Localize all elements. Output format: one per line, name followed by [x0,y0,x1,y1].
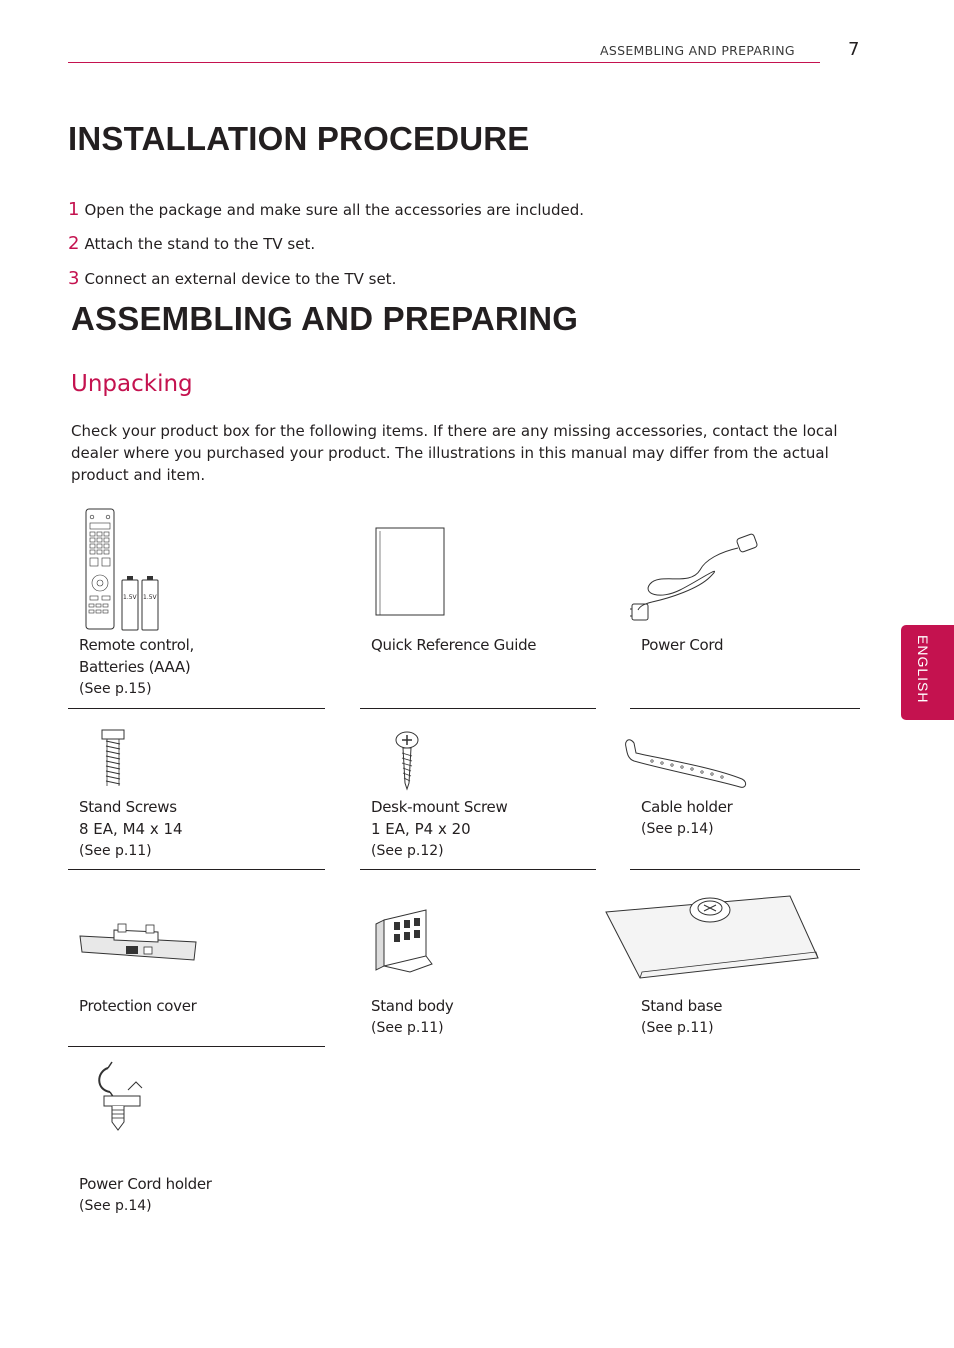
item-divider [68,1046,325,1047]
running-header: ASSEMBLING AND PREPARING [600,43,795,58]
installation-title: INSTALLATION PROCEDURE [68,120,530,157]
page-number: 7 [848,39,860,60]
item-divider [630,708,860,709]
item-page-ref: (See p.11) [371,1020,444,1036]
step-1 [68,199,584,220]
step-number: 3 [68,268,80,289]
item-remote-control [79,634,194,700]
step-text: Connect an external device to the TV set. [84,270,397,288]
item-spec: 1 EA, P4 x 20 [371,820,471,838]
step-number: 2 [68,233,80,254]
step-2 [68,233,315,254]
protection-cover-icon [78,920,200,964]
stand-screw-icon [100,729,128,789]
item-divider [360,708,596,709]
item-name: Stand base [641,997,723,1015]
item-divider [68,869,325,870]
item-name: Desk-mount Screw [371,798,508,816]
item-name: Batteries (AAA) [79,658,191,676]
language-tab [901,625,954,720]
step-3 [68,268,396,289]
step-text: Attach the stand to the TV set. [84,235,316,253]
item-name: Remote control, [79,636,194,654]
booklet-icon [374,527,446,617]
item-page-ref: (See p.12) [371,843,444,859]
item-stand-body [371,995,454,1039]
item-power-cord [641,634,723,656]
language-tab-label: ENGLISH [915,635,931,704]
battery-label: 1.5V [143,594,157,601]
item-divider [360,869,596,870]
item-name: Cable holder [641,798,733,816]
stand-body-icon [370,908,434,974]
item-name: Protection cover [79,997,197,1015]
header-rule [68,62,820,63]
item-name: Quick Reference Guide [371,636,537,654]
item-stand-screws [79,796,183,862]
unpacking-intro: Check your product box for the following items. If there are any missing accessories, contact the local dealer where you purchased your product. The illustrations in this manual may differ from the actual product and item. [71,422,838,484]
item-page-ref: (See p.15) [79,681,152,697]
assembling-title: ASSEMBLING AND PREPARING [71,300,579,337]
remote-control-icon [84,508,164,632]
item-name: Power Cord [641,636,724,654]
battery-label: 1.5V [123,594,137,601]
step-text: Open the package and make sure all the accessories are included. [84,201,585,219]
item-name: Stand body [371,997,454,1015]
item-divider [630,869,860,870]
power-cord-icon [630,532,760,624]
item-page-ref: (See p.11) [641,1020,714,1036]
item-divider [68,708,325,709]
item-quick-reference-guide [371,634,536,656]
item-page-ref: (See p.11) [79,843,152,859]
item-name: Power Cord holder [79,1175,212,1193]
step-number: 1 [68,199,80,220]
item-spec: 8 EA, M4 x 14 [79,820,183,838]
unpacking-title: Unpacking [71,371,193,397]
item-protection-cover [79,995,197,1017]
stand-base-icon [604,894,822,980]
item-page-ref: (See p.14) [79,1198,152,1214]
item-cable-holder [641,796,733,840]
item-name: Stand Screws [79,798,177,816]
item-desk-mount-screw [371,796,507,862]
power-cord-holder-icon [94,1060,148,1134]
desk-mount-screw-icon [394,731,422,791]
item-page-ref: (See p.14) [641,821,714,837]
item-power-cord-holder [79,1173,212,1217]
item-stand-base [641,995,722,1039]
cable-holder-icon [622,737,750,791]
